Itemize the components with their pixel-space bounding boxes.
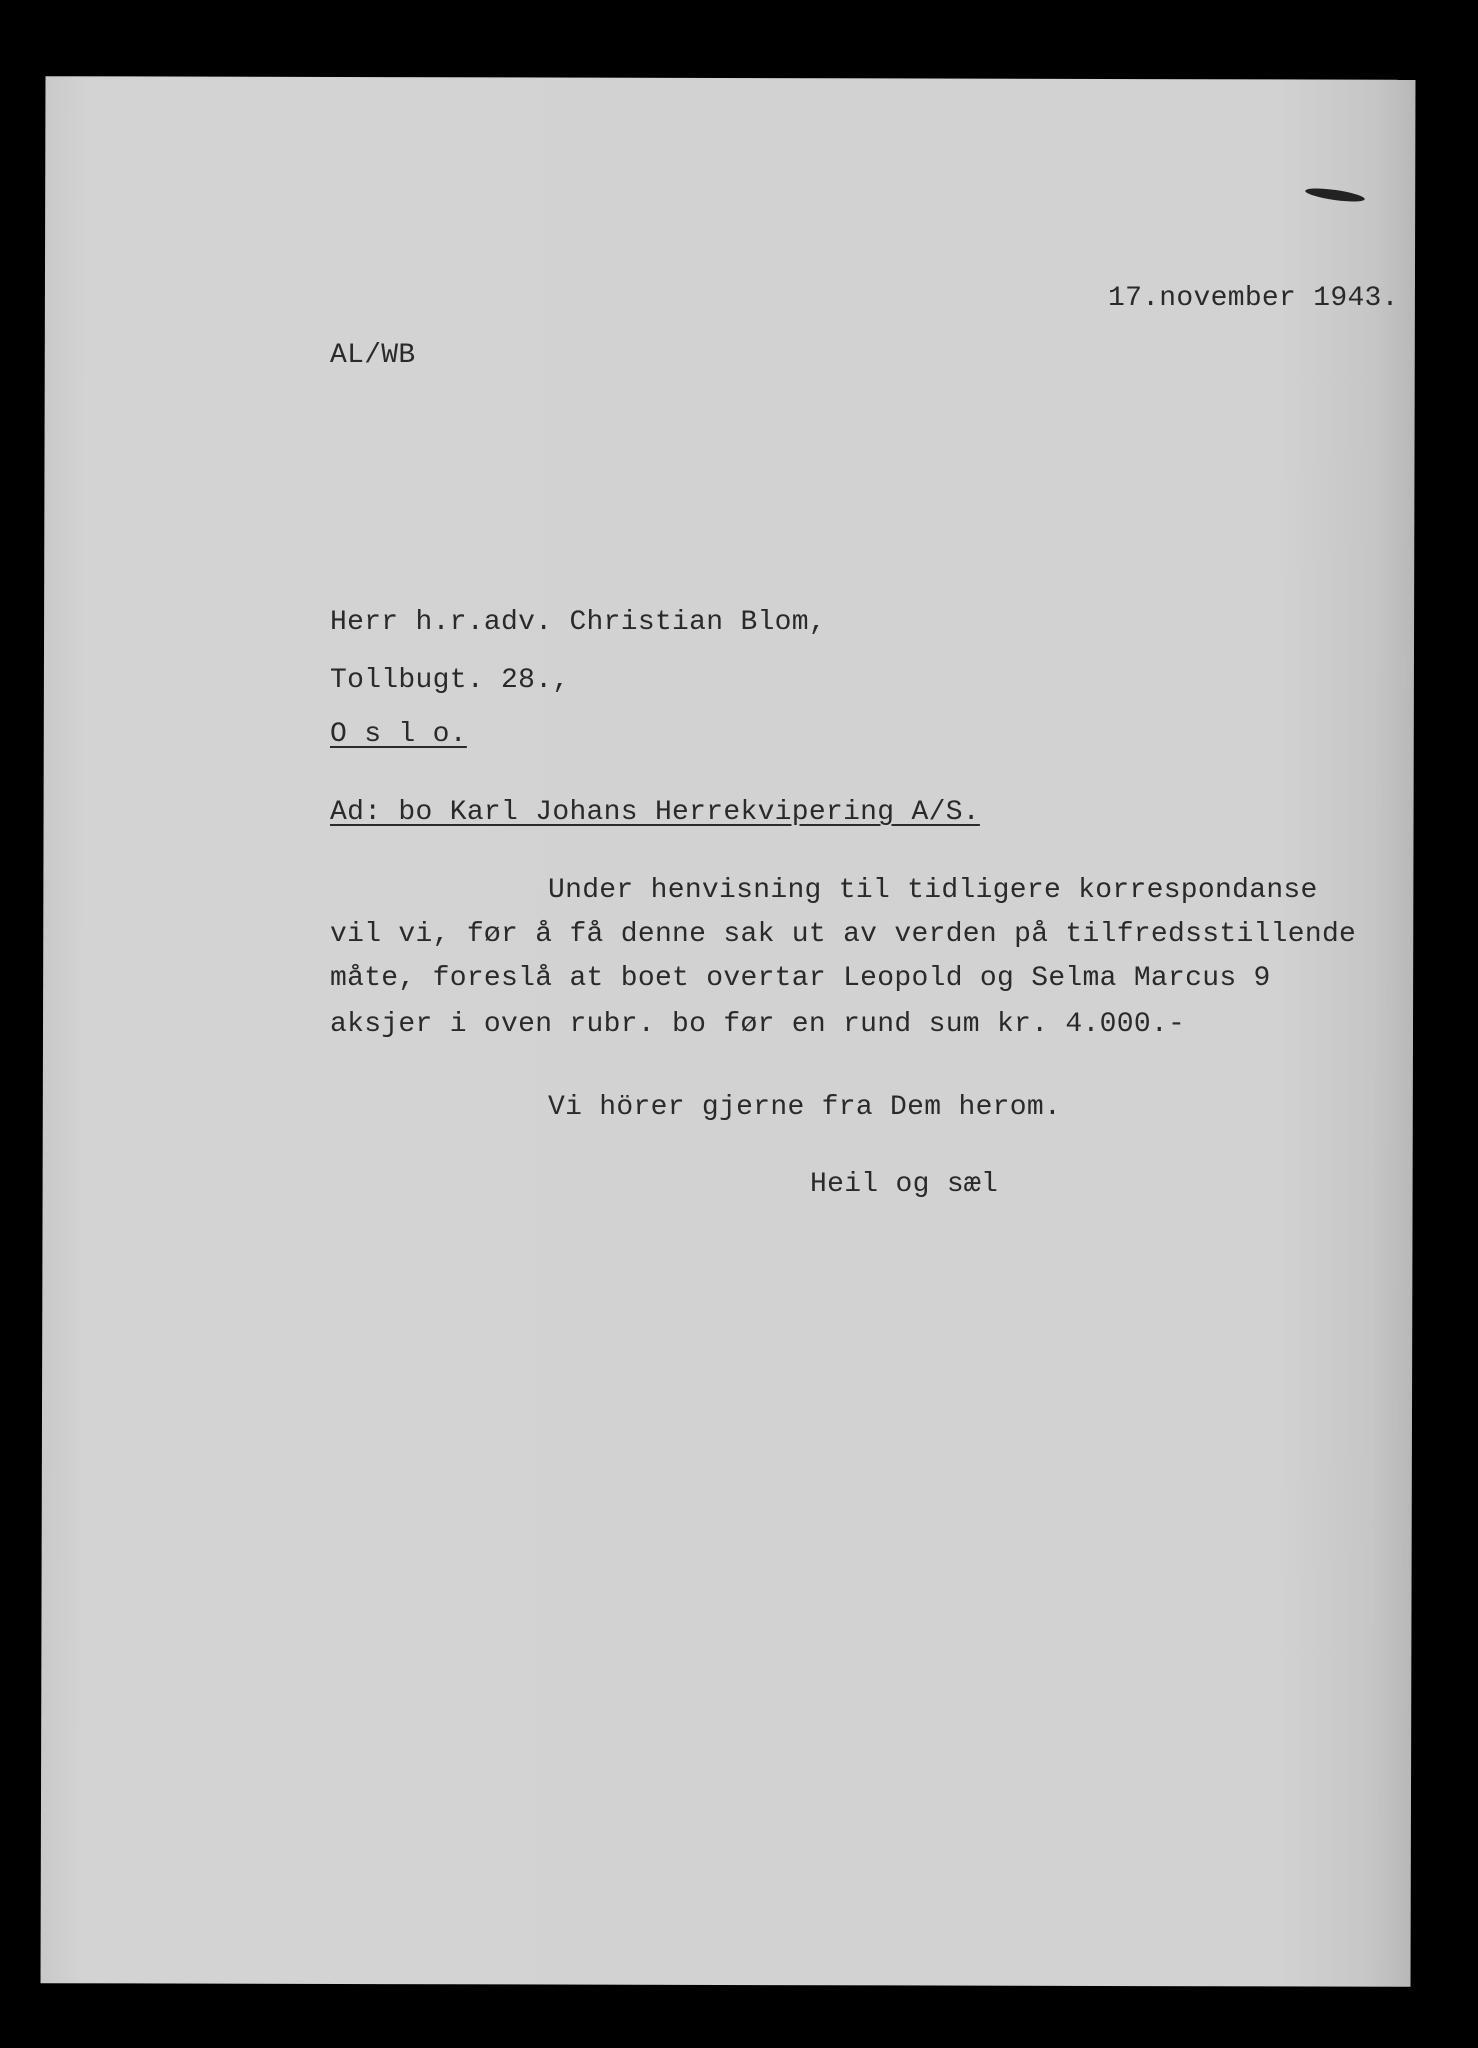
body-line: aksjer i oven rubr. bo før en rund sum kr. 4.000.-: [330, 1009, 1186, 1040]
reference-initials: AL/WB: [330, 340, 416, 371]
closing-line: Vi hörer gjerne fra Dem herom.: [548, 1092, 1062, 1123]
letter-date: 17.november 1943.: [1108, 283, 1399, 314]
recipient-name: Herr h.r.adv. Christian Blom,: [330, 607, 826, 638]
body-line: vil vi, før å få denne sak ut av verden på tilfredsstillende: [330, 919, 1357, 950]
body-line: måte, foreslå at boet overtar Leopold og Selma Marcus 9: [330, 963, 1271, 994]
body-line: Under henvisning til tidligere korrespondanse: [548, 875, 1318, 906]
recipient-city: O s l o.: [330, 719, 467, 750]
recipient-street: Tollbugt. 28.,: [330, 665, 570, 696]
salutation: Heil og sæl: [810, 1169, 999, 1200]
subject-line: Ad: bo Karl Johans Herrekvipering A/S.: [330, 797, 980, 828]
